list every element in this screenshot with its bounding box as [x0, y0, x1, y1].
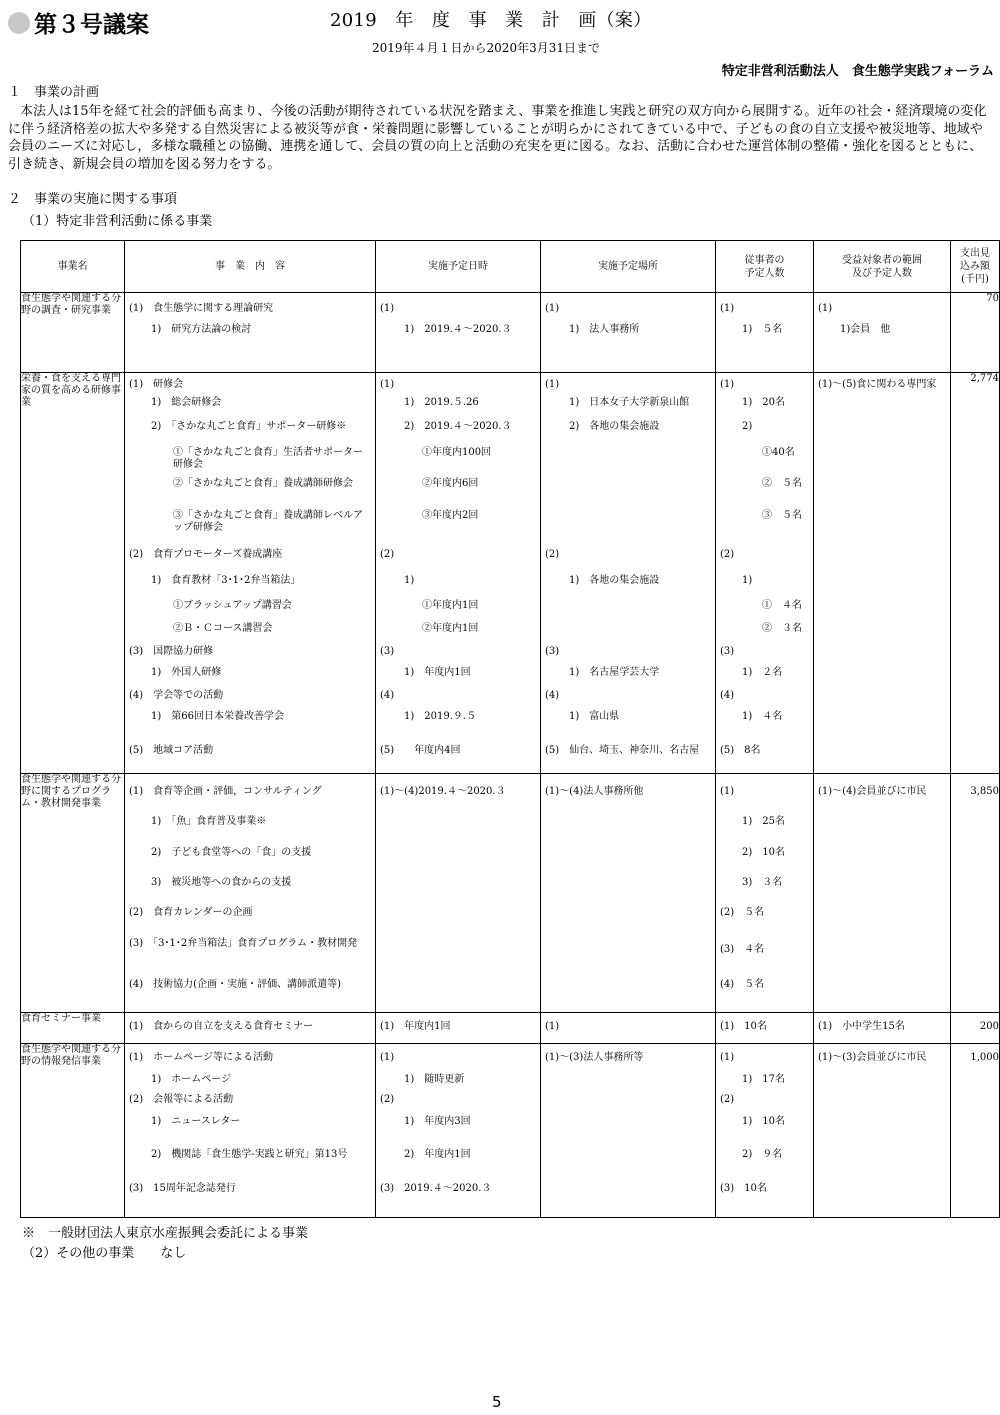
staff-line: ② ３名: [762, 623, 802, 634]
staff-line: (3) 10名: [720, 1183, 767, 1194]
header-content: 事 業 内 容: [125, 241, 376, 293]
content-line: ③「さかな丸ごと食育」養成講師レベルアップ研修会: [173, 510, 363, 533]
date-line: 1) 2019.４～2020.３: [404, 324, 512, 335]
content-line: 1) 外国人研修: [151, 667, 222, 678]
staff-line: ① ４名: [762, 600, 802, 611]
table-header-row: [21, 241, 1000, 293]
staff-line: 1) 17名: [742, 1074, 785, 1085]
row-category: 食生態学や関連する分野の調査・研究事業: [21, 293, 125, 373]
date-line: 1) 年度内1回: [404, 667, 471, 678]
date-line: (1): [380, 303, 395, 314]
place-line: (1): [545, 1021, 560, 1032]
staff-line: (1): [720, 379, 735, 390]
staff-line: (2): [720, 1094, 735, 1105]
place-line: 2) 各地の集会施設: [569, 421, 660, 432]
date-line: (2): [380, 549, 395, 560]
row-category: 栄養・食を支える専門家の質を高める研修事業: [21, 373, 125, 774]
content-line: (2) 食育カレンダーの企画: [129, 907, 253, 918]
staff-line: (1) 10名: [720, 1021, 767, 1032]
table-row: [21, 1013, 1000, 1044]
date-line: 1): [404, 575, 415, 586]
date-line: (1): [380, 379, 395, 390]
content-line: 1) 第66回日本栄養改善学会: [151, 711, 284, 722]
table-row: [21, 774, 1000, 1013]
date-line: 1) 随時更新: [404, 1074, 465, 1085]
content-line: 1) 研究方法論の検討: [151, 324, 252, 335]
content-line: (5) 地域コア活動: [129, 745, 214, 756]
content-line: 1) 食育教材「3･1･2弁当箱法」: [151, 575, 301, 586]
target-line: 1)会員 他: [840, 324, 891, 335]
date-line: 1) 2019.５.26: [404, 397, 479, 408]
content-line: 1) 総会研修会: [151, 397, 222, 408]
place-line: 1) 法人事務所: [569, 324, 640, 335]
staff-line: (1): [720, 303, 735, 314]
target-line: (1)～(3)会員並びに市民: [818, 1052, 927, 1063]
content-line: 2) 「さかな丸ごと食育」サポーター研修※: [151, 421, 347, 432]
target-line: (1) 小中学生15名: [818, 1021, 905, 1032]
section-2-heading: ２ 事業の実施に関する事項: [8, 192, 178, 207]
page-number: 5: [492, 1393, 502, 1411]
place-line: (1): [545, 303, 560, 314]
content-line: ①ブラッシュアップ講習会: [173, 600, 292, 611]
date-line: ②年度内1回: [422, 623, 479, 634]
staff-line: ①40名: [762, 447, 795, 458]
date-line: (1)～(4)2019.４～2020.３: [380, 786, 506, 797]
content-line: (3) 「3･1･2弁当箱法」食育プログラム・教材開発: [129, 938, 358, 949]
content-line: (2) 会報等による活動: [129, 1094, 234, 1105]
staff-line: 1): [742, 575, 753, 586]
staff-line: (1): [720, 1052, 735, 1063]
place-line: 1) 名古屋学芸大学: [569, 667, 660, 678]
target-line: (1): [818, 303, 833, 314]
date-line: (3): [380, 646, 395, 657]
amount-cell: 200: [951, 1013, 1000, 1044]
content-line: 2) 機関誌「食生態学-実践と研究」第13号: [151, 1149, 348, 1160]
staff-line: (2): [720, 549, 735, 560]
page-title: 2019 年 度 事 業 計 画（案）: [330, 10, 652, 31]
content-line: (1) 食からの自立を支える食育セミナー: [129, 1021, 314, 1032]
footnote: ※ 一般財団法人東京水産振興会委託による事業: [22, 1226, 309, 1241]
date-line: ②年度内6回: [422, 478, 479, 489]
content-line: ①「さかな丸ごと食育」生活者サポーター研修会: [173, 447, 363, 470]
row-category: 食生態学や関連する分野に関するプログラム・教材開発事業: [21, 774, 125, 1013]
row-category: 食育セミナー事業: [21, 1013, 125, 1044]
plan-period: 2019年４月１日から2020年3月31日まで: [372, 41, 600, 55]
place-line: (4): [545, 690, 560, 701]
section-1-body: 本法人は15年を経て社会的評価も高まり、今後の活動が期待されている状況を踏まえ、事業を推進し実践と研究の双方向から展開する。近年の社会・経済環境の変化に伴う経済格差の拡大や多発する自然災害による被災等が食・栄養問題に影響していることが明らかにされてきている中で、子どもの食の自立支援や被災地等、地域や会員のニーズに対応し，多様な職種との協働、連携を通して、会員の質の向上と活動の充実を更に図る。なお、活動に合わせた運営体制の整備・強化を図るとともに、引き続き、新規会員の増加を図る努力をする。: [8, 104, 987, 172]
staff-line: 2): [742, 421, 753, 432]
place-line: 1) 富山県: [569, 711, 620, 722]
place-line: (1): [545, 379, 560, 390]
date-line: (5) 年度内4回: [380, 745, 461, 756]
content-line: ②Ｂ・Ｃコース講習会: [173, 623, 273, 634]
staff-line: 1) 10名: [742, 1116, 785, 1127]
section-1-heading: １ 事業の計画: [8, 85, 100, 100]
table-row: [21, 293, 1000, 373]
content-line: 1) ニュースレター: [151, 1116, 241, 1127]
amount-cell: 3,850: [951, 774, 1000, 1013]
business-plan-table: [20, 240, 1000, 1218]
header-category: 事業名: [21, 241, 125, 293]
staff-line: ② ５名: [762, 478, 802, 489]
staff-line: (5) 8名: [720, 745, 761, 756]
content-line: (3) 国際協力研修: [129, 646, 214, 657]
date-line: (1) 年度内1回: [380, 1021, 451, 1032]
header-staff: 従事者の 予定人数: [716, 241, 814, 293]
date-line: (3) 2019.４～2020.３: [380, 1183, 492, 1194]
place-line: (2): [545, 549, 560, 560]
staff-line: (4): [720, 690, 735, 701]
staff-line: 2) ９名: [742, 1149, 783, 1160]
staff-line: 3) ３名: [742, 877, 783, 888]
date-line: 1) 2019.９.５: [404, 711, 477, 722]
date-line: 2) 2019.４～2020.３: [404, 421, 512, 432]
staff-line: ③ ５名: [762, 510, 802, 521]
table-row: [21, 1044, 1000, 1218]
content-line: ②「さかな丸ごと食育」養成講師研修会: [173, 478, 353, 489]
place-line: (5) 仙台、埼玉、神奈川、名古屋: [545, 745, 700, 756]
table-row: [21, 373, 1000, 774]
content-line: 3) 被災地等への食からの支援: [151, 877, 292, 888]
target-line: (1)～(4)会員並びに市民: [818, 786, 927, 797]
content-line: (4) 技術協力(企画・実施・評価、講師派遣等): [129, 979, 341, 990]
content-line: (1) 研修会: [129, 379, 184, 390]
date-line: 1) 年度内3回: [404, 1116, 471, 1127]
header-date: 実施予定日時: [376, 241, 541, 293]
place-line: (1)～(4)法人事務所他: [545, 786, 644, 797]
staff-line: 1) 25名: [742, 816, 785, 827]
place-line: 1) 各地の集会施設: [569, 575, 660, 586]
target-line: (1)～(5)食に関わる専門家: [818, 379, 937, 390]
place-line: (3): [545, 646, 560, 657]
date-line: (2): [380, 1094, 395, 1105]
row-category: 食生態学や関連する分野の情報発信事業: [21, 1044, 125, 1218]
content-line: (1) 食生態学に関する理論研究: [129, 303, 274, 314]
staff-line: (3) ４名: [720, 944, 765, 955]
date-line: ③年度内2回: [422, 510, 479, 521]
date-line: (4): [380, 690, 395, 701]
header-place: 実施予定場所: [541, 241, 716, 293]
date-line: 2) 年度内1回: [404, 1149, 471, 1160]
staff-line: 2) 10名: [742, 847, 785, 858]
content-line: (3) 15周年記念誌発行: [129, 1183, 236, 1194]
content-line: (4) 学会等での活動: [129, 690, 224, 701]
section-2-subheading: （1）特定非営利活動に係る事業: [22, 214, 213, 229]
organization-name: 特定非営利活動法人 食生態学実践フォーラム: [721, 64, 994, 79]
date-line: ①年度内100回: [422, 447, 492, 458]
content-line: (1) 食育等企画・評価，コンサルティング: [129, 786, 322, 797]
place-line: 1) 日本女子大学新泉山館: [569, 397, 690, 408]
date-line: (1): [380, 1052, 395, 1063]
other-business: （2）その他の事業 なし: [22, 1246, 187, 1261]
agenda-number: 第３号議案: [34, 12, 149, 38]
staff-line: 1) ２名: [742, 667, 783, 678]
staff-line: (3): [720, 646, 735, 657]
staff-line: 1) ５名: [742, 324, 783, 335]
content-line: 2) 子ども食堂等への「食」の支援: [151, 847, 312, 858]
staff-line: (4) ５名: [720, 979, 765, 990]
staff-line: (2) ５名: [720, 907, 765, 918]
content-line: (2) 食育プロモーターズ養成講座: [129, 549, 283, 560]
place-line: (1)～(3)法人事務所等: [545, 1052, 644, 1063]
staff-line: (1): [720, 786, 735, 797]
content-line: (1) ホームページ等による活動: [129, 1052, 273, 1063]
amount-cell: 1,000: [951, 1044, 1000, 1218]
agenda-badge: [8, 6, 149, 39]
amount-cell: 2,774: [951, 373, 1000, 774]
date-line: ①年度内1回: [422, 600, 479, 611]
content-line: 1) ホームページ: [151, 1074, 232, 1085]
header-amount: 支出見 込み額 (千円): [951, 241, 1000, 293]
staff-line: 1) ４名: [742, 711, 783, 722]
amount-cell: 70: [951, 293, 1000, 373]
staff-line: 1) 20名: [742, 397, 785, 408]
header-target: 受益対象者の範囲 及び予定人数: [814, 241, 951, 293]
bullet-circle-icon: [8, 12, 30, 34]
content-line: 1) 「魚」食育普及事業※: [151, 816, 267, 827]
